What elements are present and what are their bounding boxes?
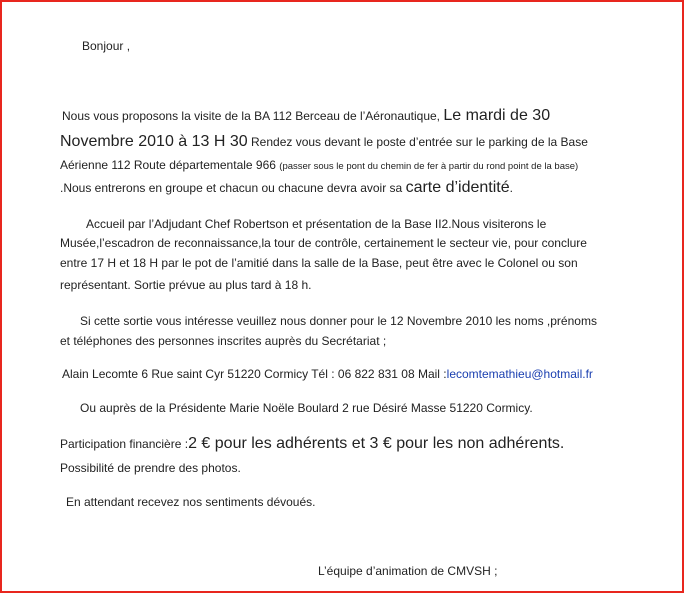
greeting: Bonjour ,: [82, 39, 131, 53]
paragraph-program-line-2: Musée,l’escadron de reconnaissance,la tour de contrôle, certainement le secteur vie, pour conclure: [60, 236, 587, 250]
paragraph-visit-line-1: [62, 108, 550, 124]
closing-line: En attendant recevez nos sentiments dévoués.: [66, 495, 316, 509]
signature: L’équipe d’animation de CMVSH ;: [318, 564, 498, 578]
id-card-text: carte d’identité: [405, 179, 510, 196]
contact-email-link[interactable]: lecomtemathieu@hotmail.fr: [446, 367, 593, 381]
contact-lecomte-text: Alain Lecomte 6 Rue saint Cyr 51220 Cormicy Tél : 06 822 831 08 Mail :: [62, 367, 447, 381]
participation-prices: 2 € pour les adhérents et 3 € pour les non adhérents: [188, 435, 560, 452]
paragraph-visit-line-4: .Nous entrerons en groupe et chacun ou chacune devra avoir sa carte d’identité.: [60, 179, 513, 196]
directions-note: (passer sous le pont du chemin de fer à partir du rond point de la base): [279, 161, 579, 172]
letter-body: [2, 2, 682, 591]
visit-date-part-2: Novembre 2010 à 13 H 30: [60, 133, 248, 150]
paragraph-visit-line-3: [60, 157, 578, 175]
paragraph-registration-line-2: et téléphones des personnes inscrites auprès du Secrétariat ;: [60, 334, 387, 348]
contact-boulard: Ou auprès de la Présidente Marie Noële Boulard 2 rue Désiré Masse 51220 Cormicy.: [80, 401, 533, 415]
contact-lecomte: [62, 366, 593, 382]
group-entry-text: .Nous entrerons en groupe et chacun ou chacune devra avoir sa: [60, 181, 406, 195]
photos-note: Possibilité de prendre des photos.: [60, 461, 241, 475]
paragraph-program-line-4: représentant. Sortie prévue au plus tard à 18 h.: [60, 278, 312, 292]
meeting-point-text: Rendez vous devant le poste d’entrée sur le parking de la Base: [247, 135, 588, 149]
visit-date-part-1: Le mardi de 30: [443, 107, 551, 124]
paragraph-program-line-3: entre 17 H et 18 H par le pot de l’amitié dans la salle de la Base, peut être avec le Colonel ou son: [60, 256, 578, 270]
participation-label: Participation financière :: [60, 437, 189, 451]
paragraph-registration-line-1: Si cette sortie vous intéresse veuillez nous donner pour le 12 Novembre 2010 les noms ,prénoms: [80, 314, 597, 328]
paragraph-program-line-1: Accueil par l’Adjudant Chef Robertson et présentation de la Base II2.Nous visiterons le: [86, 217, 547, 231]
address-text: Aérienne 112 Route départementale 966: [60, 158, 280, 172]
visit-intro-text: Nous vous proposons la visite de la BA 112 Berceau de l’Aéronautique,: [62, 109, 444, 123]
participation-line: Participation financière :2 € pour les adhérents et 3 € pour les non adhérents.: [60, 435, 565, 452]
paragraph-visit-line-2: [60, 134, 588, 150]
